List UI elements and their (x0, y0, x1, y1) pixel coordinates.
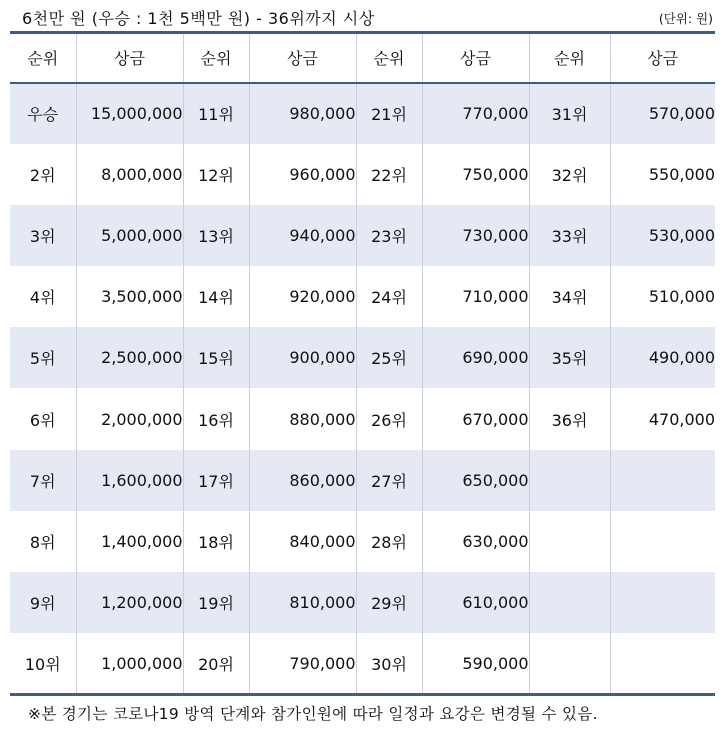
prize-cell: 940,000 (249, 205, 356, 266)
rank-cell (529, 511, 610, 572)
table-row (10, 450, 715, 511)
table-row (10, 144, 715, 205)
table-row (10, 83, 715, 144)
rank-cell: 19위 (183, 572, 249, 633)
prize-cell: 980,000 (249, 83, 356, 144)
prize-cell: 3,500,000 (76, 266, 183, 327)
rank-cell: 14위 (183, 266, 249, 327)
prize-cell: 810,000 (249, 572, 356, 633)
table-row (10, 633, 715, 694)
rank-cell: 6위 (29, 410, 56, 430)
rank-cell: 13위 (183, 205, 249, 266)
col-header-prize: 상금 (610, 33, 715, 83)
rank-cell: 36위 (529, 388, 610, 449)
rank-cell: 27위 (356, 450, 422, 511)
table-row (10, 266, 715, 327)
rank-cell: 31위 (529, 83, 610, 144)
rank-cell: 4위 (29, 288, 56, 308)
prize-cell: 8,000,000 (76, 144, 183, 205)
table-row (10, 572, 715, 633)
rank-cell: 9위 (10, 572, 76, 633)
prize-cell: 5,000,000 (76, 205, 183, 266)
prize-cell: 750,000 (422, 144, 529, 205)
col-header-rank: 순위 (529, 33, 610, 83)
prize-cell: 1,000,000 (76, 633, 183, 694)
prize-cell: 590,000 (422, 633, 529, 694)
rank-cell: 26위 (356, 388, 422, 449)
rank-cell: 22위 (356, 144, 422, 205)
rank-cell: 12위 (183, 144, 249, 205)
prize-cell (610, 511, 715, 572)
prize-cell: 920,000 (249, 266, 356, 327)
unit-label: (단위: 원) (658, 11, 713, 26)
prize-cell: 730,000 (422, 205, 529, 266)
rank-cell: 32위 (529, 144, 610, 205)
rank-cell: 34위 (529, 266, 610, 327)
rank-cell: 23위 (356, 205, 422, 266)
prize-cell: 470,000 (610, 388, 715, 449)
rank-cell: 17위 (183, 450, 249, 511)
rank-cell: 28위 (356, 511, 422, 572)
prize-cell: 550,000 (610, 144, 715, 205)
rank-cell: 우승 (10, 83, 76, 144)
prize-table (10, 31, 715, 696)
rank-cell (529, 450, 610, 511)
rank-cell: 20위 (183, 633, 249, 694)
col-header-rank: 순위 (356, 33, 422, 83)
prize-cell: 2,000,000 (76, 388, 183, 449)
prize-cell: 1,200,000 (76, 572, 183, 633)
prize-cell: 790,000 (249, 633, 356, 694)
col-header-prize: 상금 (249, 33, 356, 83)
rank-cell: 11위 (183, 83, 249, 144)
prize-cell (610, 633, 715, 694)
rank-cell: 29위 (356, 572, 422, 633)
prize-cell: 770,000 (422, 83, 529, 144)
rank-cell (529, 633, 610, 694)
rank-cell: 35위 (529, 327, 610, 388)
rank-cell: 8위 (29, 532, 56, 552)
prize-cell: 570,000 (610, 83, 715, 144)
footnote: ※본 경기는 코로나19 방역 단계와 참가인원에 따라 일정과 요강은 변경될 수 있음. (28, 705, 598, 723)
table-row (10, 327, 715, 388)
prize-cell: 710,000 (422, 266, 529, 327)
prize-cell: 1,600,000 (76, 450, 183, 511)
prize-cell: 690,000 (422, 327, 529, 388)
rank-cell: 5위 (10, 327, 76, 388)
prize-cell: 510,000 (610, 266, 715, 327)
prize-cell: 1,400,000 (76, 511, 183, 572)
rank-cell: 21위 (356, 83, 422, 144)
prize-cell: 860,000 (249, 450, 356, 511)
rank-cell: 3위 (10, 205, 76, 266)
prize-cell: 15,000,000 (76, 83, 183, 144)
prize-cell: 900,000 (249, 327, 356, 388)
prize-cell: 530,000 (610, 205, 715, 266)
prize-cell: 880,000 (249, 388, 356, 449)
title-row (10, 6, 715, 28)
table-row (10, 205, 715, 266)
rank-cell: 16위 (183, 388, 249, 449)
rank-cell: 25위 (356, 327, 422, 388)
prize-cell: 610,000 (422, 572, 529, 633)
prize-cell: 630,000 (422, 511, 529, 572)
rank-cell: 24위 (356, 266, 422, 327)
prize-cell (610, 572, 715, 633)
prize-cell: 650,000 (422, 450, 529, 511)
page-title: 6천만 원 (우승 : 1천 5백만 원) - 36위까지 시상 (22, 9, 375, 28)
rank-cell: 15위 (183, 327, 249, 388)
prize-cell (610, 450, 715, 511)
rank-cell: 7위 (10, 450, 76, 511)
prize-cell: 670,000 (422, 388, 529, 449)
col-header-prize: 상금 (422, 33, 529, 83)
rank-cell: 2위 (29, 165, 56, 185)
col-header-rank: 순위 (27, 49, 59, 69)
prize-cell: 490,000 (610, 327, 715, 388)
prize-cell: 2,500,000 (76, 327, 183, 388)
rank-cell: 18위 (183, 511, 249, 572)
table-header-row (10, 33, 715, 83)
rank-cell: 33위 (529, 205, 610, 266)
rank-cell: 10위 (24, 654, 61, 674)
table-row (10, 511, 715, 572)
rank-cell (529, 572, 610, 633)
col-header-rank: 순위 (183, 33, 249, 83)
prize-cell: 840,000 (249, 511, 356, 572)
table-row (10, 388, 715, 449)
col-header-prize: 상금 (76, 33, 183, 83)
prize-cell: 960,000 (249, 144, 356, 205)
rank-cell: 30위 (356, 633, 422, 694)
